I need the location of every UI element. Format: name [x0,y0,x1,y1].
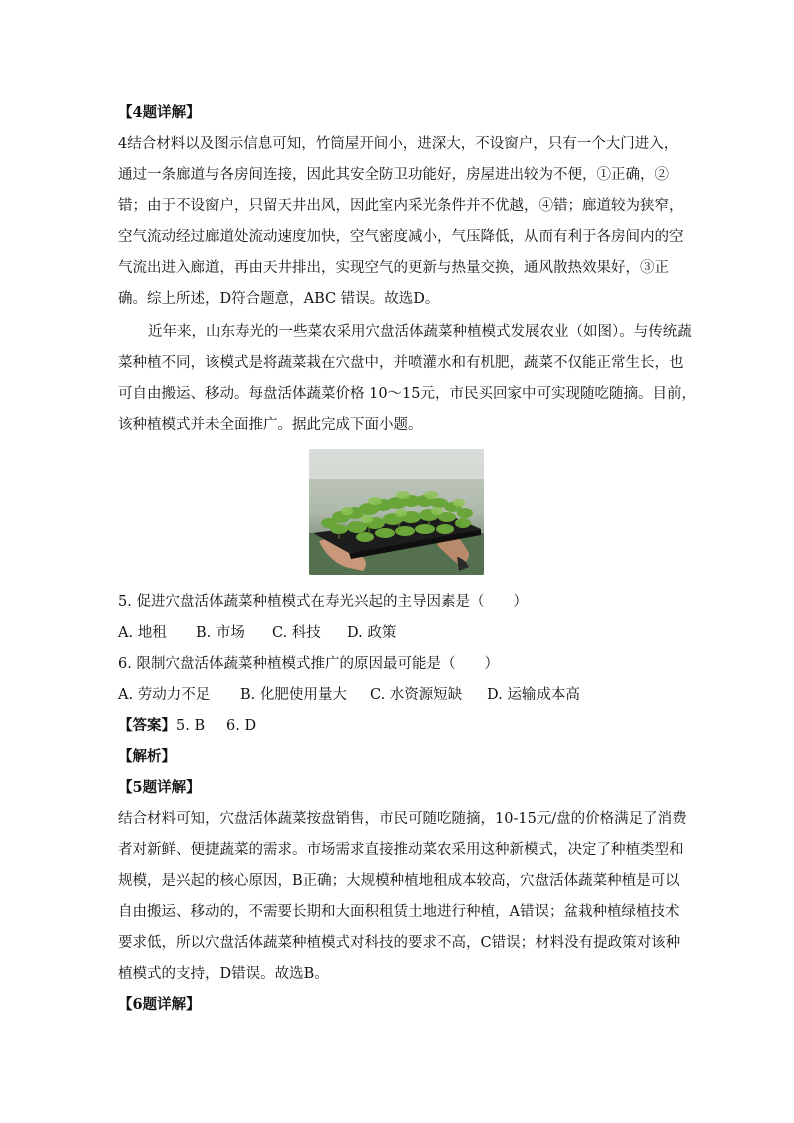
q5-detail-heading: 【5题详解】 [118,779,201,796]
q5-option-d: D. 政策 [347,625,397,641]
q5-detail-line: 要求低，所以穴盘活体蔬菜种植模式对科技的要求不高，C错误；材料没有提政策对该种 [118,935,681,951]
q5-option-b: B. 市场 [196,625,245,641]
answer-q6: 6. D [226,718,257,734]
answer-label: 【答案】 [118,717,176,734]
q5-detail-line: 结合材料可知，穴盘活体蔬菜按盘销售，市民可随吃随摘，10-15元/盘的价格满足了消费 [118,811,687,827]
q4-detail-line: 错；由于不设窗户，只留天井出风，因此室内采光条件并不优越，④错；廊道较为狭窄， [118,198,684,214]
material-line: 该种植模式并未全面推广。据此完成下面小题。 [118,417,423,433]
q6-option-b: B. 化肥使用量大 [240,687,347,703]
q5-option-c: C. 科技 [272,625,321,641]
material-line: 菜种植不同，该模式是将蔬菜栽在穴盘中，并喷灌水和有机肥，蔬菜不仅能正常生长，也 [118,355,684,371]
material-line: 近年来，山东寿光的一些菜农采用穴盘活体蔬菜种植模式发展农业（如图）。与传统蔬 [148,324,692,340]
q5-detail-line: 植模式的支持，D错误。故选B。 [118,966,329,982]
answer-q5: 5. B [176,718,206,734]
q4-detail-line: 通过一条廊道与各房间连接，因此其安全防卫功能好，房屋进出较为不便，①正确，② [118,167,669,183]
q5-stem: 5. 促进穴盘活体蔬菜种植模式在寿光兴起的主导因素是（ ） [118,594,528,610]
q6-option-c: C. 水资源短缺 [370,687,463,703]
q4-detail-heading: 【4题详解】 [118,104,201,121]
analysis-heading: 【解析】 [118,748,176,765]
q5-option-a: A. 地租 [118,625,167,641]
q6-option-d: D. 运输成本高 [487,687,580,703]
q6-stem: 6. 限制穴盘活体蔬菜种植模式推广的原因最可能是（ ） [118,656,499,672]
q4-detail-line: 空气流动经过廊道处流动速度加快，空气密度减小，气压降低，从而有利于各房间内的空 [118,229,684,245]
q4-detail-line: 确。综上所述，D符合题意，ABC 错误。故选D。 [118,291,440,307]
q4-detail-line: 气流出进入廊道，再由天井排出，实现空气的更新与热量交换，通风散热效果好，③正 [118,260,669,276]
q5-detail-line: 者对新鲜、便捷蔬菜的需求。市场需求直接推动菜农采用这种新模式，决定了种植类型和 [118,842,684,858]
q5-detail-line: 规模，是兴起的核心原因，B正确；大规模种植地租成本较高，穴盘活体蔬菜种植是可以 [118,873,680,889]
q6-detail-heading: 【6题详解】 [118,996,201,1013]
q6-option-a: A. 劳动力不足 [118,687,211,703]
q4-detail-line: 4结合材料以及图示信息可知，竹筒屋开间小，进深大，不设窗户，只有一个大门进入， [118,136,679,152]
material-line: 可自由搬运、移动。每盘活体蔬菜价格 10～15元，市民买回家中可实现随吃随摘。目前， [118,386,697,402]
seedling-tray-photo [309,449,484,575]
q5-detail-line: 自由搬运、移动的，不需要长期和大面积租赁土地进行种植，A错误；盆栽种植绿植技术 [118,904,680,920]
